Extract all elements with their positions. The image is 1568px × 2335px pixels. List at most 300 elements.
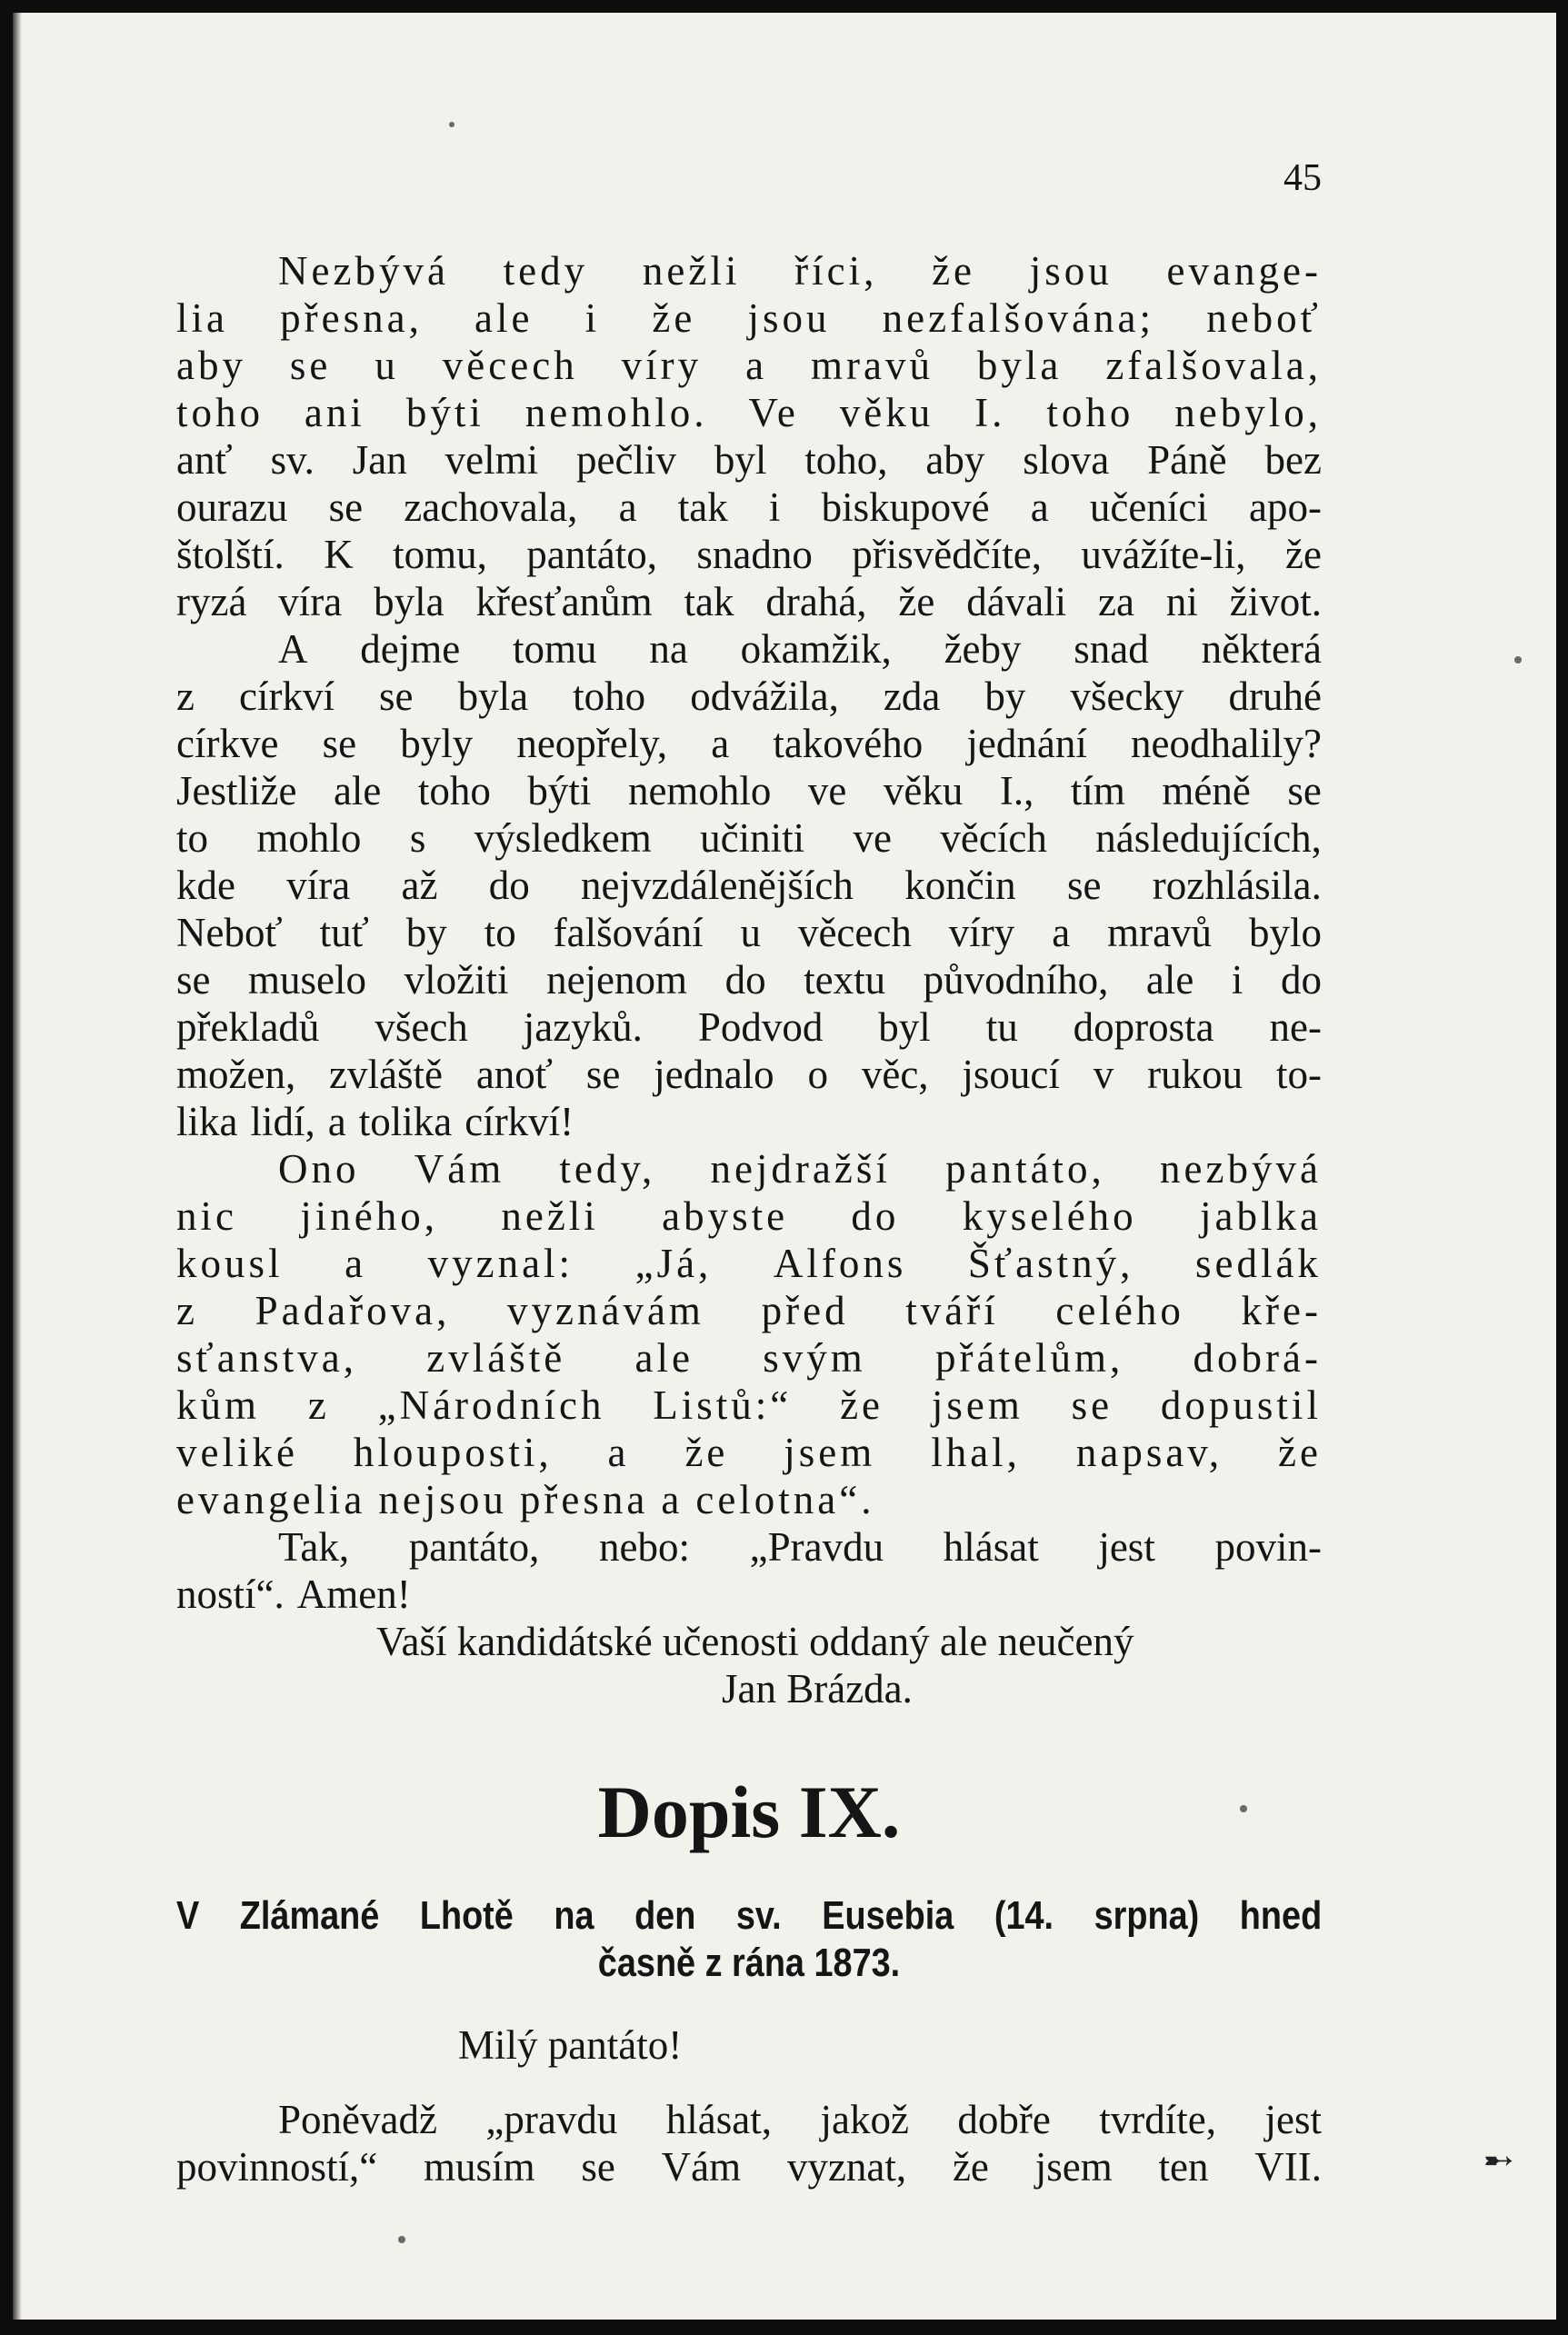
word: lia [176, 295, 228, 341]
word: ani [304, 390, 365, 435]
word: u [375, 343, 399, 388]
letter-dateline [176, 1892, 1322, 1987]
word: z [176, 674, 195, 719]
word: jednání [966, 721, 1087, 766]
word: dávali [966, 579, 1067, 624]
word: Páně [1147, 437, 1227, 483]
word: vyznat, [786, 2144, 907, 2190]
word: před [761, 1288, 849, 1333]
closing-text [176, 2096, 1322, 2190]
word: ale [474, 295, 534, 341]
word: a [1052, 910, 1071, 955]
paragraphs-container [176, 247, 1322, 1618]
text-line [176, 1003, 1322, 1051]
text-line [176, 1476, 1322, 1523]
word: falšování [553, 910, 704, 955]
word: nezbývá [1160, 1146, 1322, 1192]
word: tvrdíte, [1099, 2097, 1217, 2142]
page-number: 45 [1283, 157, 1322, 199]
word: nežli [642, 248, 741, 294]
word: že [932, 248, 976, 294]
ink-stain-icon: ➸ [1483, 2140, 1514, 2180]
word: ale [1145, 957, 1194, 1003]
word: všecky [1070, 674, 1184, 719]
word: zfalšovala, [1105, 343, 1322, 388]
word: zda [883, 674, 941, 719]
word: neboť [1206, 295, 1322, 341]
word: a [618, 484, 637, 530]
word: den [634, 1893, 696, 1938]
word: tomu [513, 626, 597, 672]
word: se [581, 2144, 615, 2190]
word: povin- [1214, 1524, 1322, 1570]
word: z [176, 1288, 198, 1333]
word: jsem [1034, 2144, 1113, 2190]
word: okamžik, [740, 626, 892, 672]
text-line [176, 484, 1322, 531]
word: Amen! [296, 1572, 411, 1617]
word: tedy, [559, 1146, 656, 1192]
text-line [176, 767, 1322, 814]
word: a [661, 1477, 684, 1522]
word: na [554, 1893, 594, 1938]
word: a [711, 721, 730, 766]
word: kře- [1241, 1288, 1322, 1333]
word: že [840, 1382, 884, 1428]
word: přesna [519, 1477, 649, 1522]
word: věcech [442, 343, 578, 388]
word: ve [807, 768, 847, 813]
word: „Já, [634, 1241, 713, 1286]
word: lidí, [250, 1099, 315, 1144]
word: Šťastný, [967, 1241, 1134, 1286]
word: lhal, [931, 1430, 1021, 1475]
signature-line: Vaší kandidátské učenosti oddaný ale neučený [376, 1619, 1134, 1664]
word: z [307, 1382, 330, 1428]
word: tváří [905, 1288, 999, 1333]
word: dobrá- [1193, 1335, 1322, 1381]
word: církví [239, 674, 335, 719]
word: věcích [940, 815, 1047, 861]
text-line [176, 2096, 1322, 2143]
word: tedy [503, 248, 589, 294]
text-line [176, 531, 1322, 578]
word: slova [1023, 437, 1110, 483]
text-line [176, 814, 1322, 862]
word: srpna) [1094, 1893, 1200, 1938]
word: dobře [957, 2097, 1051, 2142]
word: u [740, 910, 762, 955]
paragraph [176, 436, 1322, 625]
text-line [176, 673, 1322, 720]
word: zvláště [329, 1052, 443, 1097]
word: původního, [923, 957, 1109, 1003]
word: se [176, 957, 211, 1003]
word: jazyků. [523, 1004, 643, 1050]
dateline-line-1 [176, 1892, 1322, 1940]
word: napsav, [1075, 1430, 1223, 1475]
word: možen, [176, 1052, 296, 1097]
word: se [289, 343, 332, 388]
word: hlouposti, [353, 1430, 553, 1475]
word: v [1093, 1052, 1114, 1097]
word: křesťanům [475, 579, 653, 624]
word: vyznávám [507, 1288, 704, 1333]
word: za [1098, 579, 1134, 624]
word: byla [374, 579, 444, 624]
word: svým [763, 1335, 866, 1381]
word: ve [853, 815, 893, 861]
word: hlásat [943, 1524, 1039, 1570]
word: jakož [820, 2097, 909, 2142]
word: až [401, 863, 438, 908]
word: zachovala, [404, 484, 578, 530]
body-text [176, 247, 1322, 1712]
word: se [322, 721, 357, 766]
word: rozhlásila. [1152, 863, 1322, 908]
word: s [409, 815, 426, 861]
word: veliké [176, 1430, 298, 1475]
word: kyselého [962, 1193, 1137, 1239]
word: jiného, [300, 1193, 439, 1239]
word: nejvzdálenějších [581, 863, 854, 908]
word: aby [176, 343, 246, 388]
word: odvážila, [690, 674, 839, 719]
word: aby [925, 437, 985, 483]
text-line [176, 956, 1322, 1003]
word: apo- [1249, 484, 1322, 530]
word: tím [1070, 768, 1125, 813]
paragraph [176, 1145, 1322, 1523]
text-line [176, 1334, 1322, 1382]
word: štolští. [176, 532, 285, 577]
word: Vám [661, 2144, 742, 2190]
word: bez [1264, 437, 1322, 483]
word: o [807, 1052, 829, 1097]
word: Padařova, [255, 1288, 451, 1333]
word: jsem [931, 1382, 1024, 1428]
word: Podvod [697, 1004, 824, 1050]
word: mravů [1107, 910, 1213, 955]
word: tuť [319, 910, 369, 955]
word: ale [333, 768, 382, 813]
word: doprosta [1073, 1004, 1214, 1050]
word: že [898, 579, 935, 624]
word: Lhotě [419, 1893, 514, 1938]
word: drahá, [765, 579, 867, 624]
paragraph [176, 1523, 1322, 1618]
word: sv. [735, 1893, 782, 1938]
word: do [724, 957, 766, 1003]
word: by [405, 910, 447, 955]
word: Neboť [176, 910, 283, 955]
word: zvláště [426, 1335, 566, 1381]
word: vyznal: [427, 1241, 574, 1286]
word: tomu, [393, 532, 487, 577]
word: ryzá [176, 579, 247, 624]
word: nejsou [378, 1477, 507, 1522]
word: nebylo, [1174, 390, 1322, 435]
word: dejme [360, 626, 461, 672]
word: následujících, [1095, 815, 1322, 861]
word: ten [1158, 2144, 1209, 2190]
word: toho [1046, 390, 1134, 435]
word: druhé [1228, 674, 1322, 719]
word: I., [999, 768, 1034, 813]
text-line [176, 294, 1322, 342]
word: by [984, 674, 1026, 719]
word: do [1280, 957, 1322, 1003]
word: ni [1165, 579, 1198, 624]
word: se [1287, 768, 1322, 813]
word: na [649, 626, 688, 672]
word: tak [684, 579, 734, 624]
word: pantáto, [526, 532, 657, 577]
word: kům [176, 1382, 261, 1428]
word: toho [573, 674, 646, 719]
word: učeníci [1089, 484, 1208, 530]
word: to- [1275, 1052, 1322, 1097]
word: muselo [248, 957, 367, 1003]
word: „Národních [377, 1382, 605, 1428]
word: bylo [1248, 910, 1322, 955]
word: nejdražší [710, 1146, 891, 1192]
text-line [176, 1098, 1322, 1145]
word: ností“. [176, 1572, 285, 1617]
text-line [176, 1523, 1322, 1571]
word: méně [1162, 768, 1251, 813]
word: učiniti [700, 815, 805, 861]
word: mravů [811, 343, 934, 388]
word: povinností,“ [176, 2144, 378, 2190]
word: jednalo [654, 1052, 774, 1097]
paragraph [176, 247, 1322, 436]
word: jest [1264, 2097, 1322, 2142]
salutation: Milý pantáto! [458, 2022, 683, 2068]
dateline-line-2: časně z rána 1873. [597, 1941, 901, 1985]
word: některá [1201, 626, 1322, 672]
word: tak [677, 484, 728, 530]
word: textu [804, 957, 886, 1003]
word: byla [976, 343, 1063, 388]
text-line [176, 909, 1322, 956]
word: rukou [1147, 1052, 1243, 1097]
text-line [176, 1240, 1322, 1287]
word: takového [773, 721, 924, 766]
word: býti [405, 390, 484, 435]
word: víra [286, 863, 351, 908]
word: to [176, 815, 209, 861]
word: tolika [358, 1099, 453, 1144]
word: že [652, 295, 696, 341]
word: neodhalily? [1130, 721, 1322, 766]
word: (14. [994, 1893, 1054, 1938]
word: toho, [804, 437, 888, 483]
word: anť [176, 437, 233, 483]
word: dopustil [1160, 1382, 1322, 1428]
word: Jestliže [176, 768, 297, 813]
speck-dot [449, 122, 454, 127]
word: všech [375, 1004, 468, 1050]
word: toho [417, 768, 491, 813]
word: K [324, 532, 354, 577]
word: A [278, 626, 308, 672]
word: kousl [176, 1241, 284, 1286]
word: mohlo [256, 815, 362, 861]
word: i [768, 484, 781, 530]
text-line [176, 1145, 1322, 1192]
word: Ve [748, 390, 799, 435]
word: nežli [501, 1193, 599, 1239]
word: se [379, 674, 414, 719]
word: sedlák [1194, 1241, 1322, 1286]
speck-dot [398, 2236, 405, 2243]
book-page [13, 13, 1556, 2320]
word: jsou [747, 295, 831, 341]
word: Zlámané [239, 1893, 380, 1938]
word: nezfalšována; [882, 295, 1155, 341]
word: velmi [444, 437, 539, 483]
letter-heading: Dopis IX. [597, 1771, 901, 1853]
word: i [584, 295, 601, 341]
word: se [1066, 863, 1102, 908]
word: věc, [861, 1052, 929, 1097]
word: hlásat, [665, 2097, 773, 2142]
text-line [176, 1051, 1322, 1098]
word: výsledkem [474, 815, 652, 861]
word: a [345, 1241, 367, 1286]
word: nic [176, 1193, 237, 1239]
word: biskupové [821, 484, 990, 530]
word: Alfons [773, 1241, 907, 1286]
word: sťanstva, [176, 1335, 357, 1381]
word: do [488, 863, 530, 908]
word: se [1071, 1382, 1114, 1428]
word: věku [839, 390, 934, 435]
word: býti [527, 768, 592, 813]
word: že [1278, 1430, 1322, 1475]
word: byl [878, 1004, 931, 1050]
word: celotna“. [695, 1477, 875, 1522]
word: přisvědčíte, [852, 532, 1042, 577]
word: celého [1055, 1288, 1184, 1333]
word: nejenom [546, 957, 688, 1003]
word: Poněvadž [278, 2097, 437, 2142]
word: vložiti [404, 957, 509, 1003]
word: „pravdu [485, 2097, 618, 2142]
word: jsou [1029, 248, 1113, 294]
word: a [607, 1430, 630, 1475]
word: přátelům, [935, 1335, 1124, 1381]
text-line [176, 578, 1322, 625]
word: že [684, 1430, 729, 1475]
word: Listů:“ [653, 1382, 793, 1428]
text-line [176, 1192, 1322, 1240]
speck-dot [1240, 1805, 1247, 1812]
word: lika [176, 1099, 238, 1144]
word: hned [1239, 1893, 1323, 1938]
word: život. [1229, 579, 1322, 624]
text-line [176, 1382, 1322, 1429]
word: nemohlo [627, 768, 772, 813]
word: církve [176, 721, 279, 766]
word: abyste [662, 1193, 789, 1239]
word: neopřely, [516, 721, 668, 766]
word: uvážíte-li, [1081, 532, 1246, 577]
word: byly [400, 721, 474, 766]
word: toho [176, 390, 265, 435]
word: žeby [944, 626, 1022, 672]
word: jest [1098, 1524, 1155, 1570]
word: kde [176, 863, 235, 908]
word: Jan [352, 437, 407, 483]
word: nemohlo. [524, 390, 708, 435]
text-line [176, 2143, 1322, 2190]
word: se [328, 484, 364, 530]
word: ourazu [176, 484, 288, 530]
word: Tak, [278, 1524, 350, 1570]
text-line [176, 1429, 1322, 1476]
word: Ono [278, 1146, 360, 1192]
word: víry [948, 910, 1015, 955]
text-line [176, 720, 1322, 767]
word: víra [278, 579, 343, 624]
word: že [1284, 532, 1322, 577]
word: Eusebia [822, 1893, 954, 1938]
word: a [745, 343, 768, 388]
word: snadno [696, 532, 813, 577]
word: jablka [1199, 1193, 1322, 1239]
word: to [484, 910, 516, 955]
word: jsoucí [962, 1052, 1060, 1097]
word: ale [634, 1335, 694, 1381]
word: tu [985, 1004, 1018, 1050]
word: byl [714, 437, 767, 483]
word: a [327, 1099, 346, 1144]
word: anoť [475, 1052, 554, 1097]
word: V [176, 1893, 200, 1938]
word: VII. [1254, 2144, 1322, 2190]
paragraph [176, 625, 1322, 1145]
word: pantáto, [945, 1146, 1105, 1192]
signature-name: Jan Brázda. [722, 1666, 913, 1711]
word: překladů [176, 1004, 320, 1050]
text-line [176, 247, 1322, 294]
word: a [1030, 484, 1049, 530]
word: víry [621, 343, 703, 388]
word: evange- [1166, 248, 1322, 294]
speck-dot [1514, 656, 1522, 664]
word: musím [424, 2144, 535, 2190]
word: sv. [270, 437, 315, 483]
word: pečliv [576, 437, 676, 483]
word: ne- [1269, 1004, 1322, 1050]
word: že [952, 2144, 989, 2190]
word: I. [974, 390, 1006, 435]
word: jsem [784, 1430, 876, 1475]
text-line [176, 389, 1322, 436]
text-line [176, 342, 1322, 389]
word: církví! [464, 1099, 574, 1144]
text-line [176, 1571, 1322, 1618]
word: věku [883, 768, 964, 813]
word: pantáto, [408, 1524, 540, 1570]
word: „Pravdu [749, 1524, 884, 1570]
word: do [851, 1193, 900, 1239]
word: přesna, [280, 295, 423, 341]
text-line [176, 862, 1322, 909]
text-line [176, 436, 1322, 484]
